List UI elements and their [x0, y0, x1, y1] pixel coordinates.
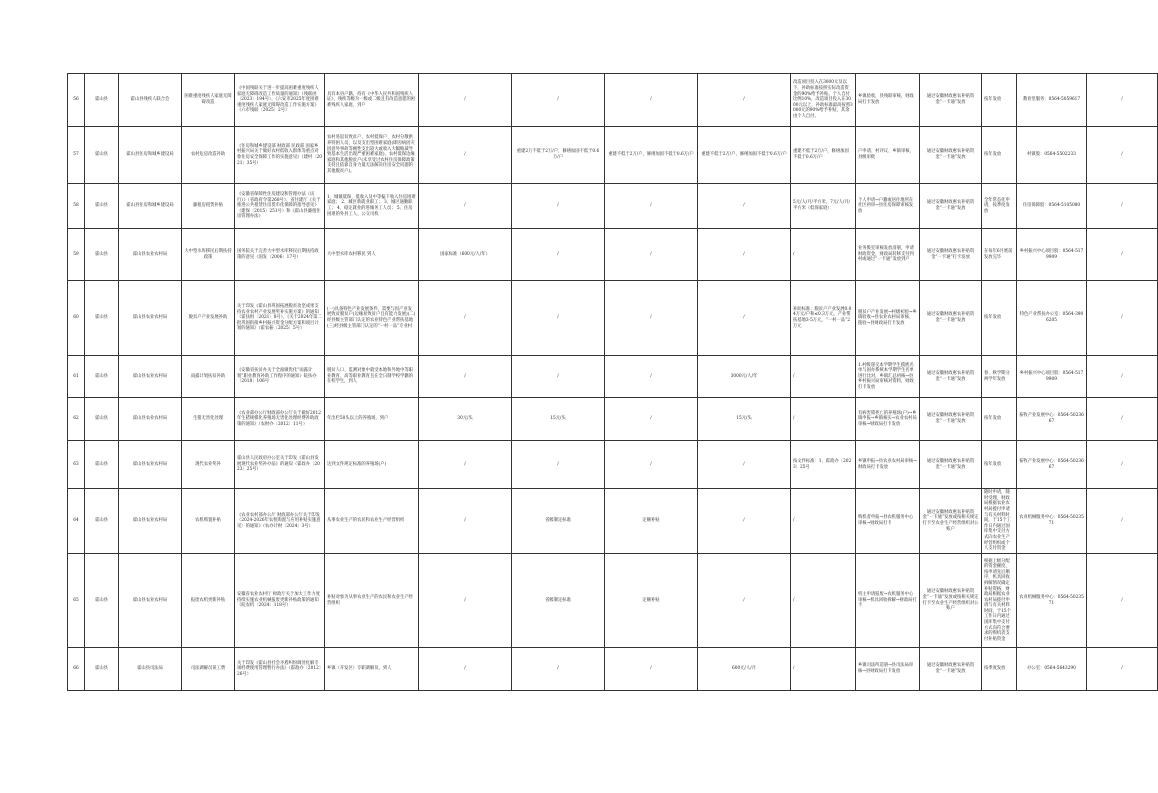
payment-method-cell: 通过安徽财政惠农补贴资金“一卡通”发放	[920, 398, 982, 441]
contact-cell: 农业机械服务中心：0564-5023571	[1017, 554, 1087, 648]
table-row	[68, 398, 1158, 441]
standard-provincial-cell: 省级制定标准	[512, 489, 605, 554]
county-cell: 霍山县	[85, 74, 119, 127]
policy-basis-cell: 国务院关于完善大中型水库移民后期扶持政策的意见（国发〔2006〕17号）	[235, 229, 325, 281]
subsidy-table	[67, 73, 1158, 691]
table-row	[68, 441, 1158, 489]
department-cell: 霍山县残疾人联合会	[119, 74, 182, 127]
table-row	[68, 648, 1158, 691]
subsidy-item-cell: 雨露计划扶贫补助	[182, 356, 235, 398]
standard-county-cell: 3000元/人/年	[698, 356, 791, 398]
procedure-cell: 乡镇申报→县农业农村局审核→财政局打卡发放	[856, 441, 920, 489]
payment-time-cell: 按季度发放	[982, 648, 1017, 691]
standard-other-cell: 按文件标准：1、霍政办〔2023〕25号	[791, 441, 856, 489]
payment-method-cell: 通过安徽财政惠农补贴资金“一卡通”发放或按相关规定打卡至农业生产经营组织对公账户	[920, 554, 982, 648]
policy-basis-cell: 《住房和城乡建设部 财政部 民政部 国家乡村振兴局关于做好农村低收入群体等重点对象住房安全保障工作的实施意见》（建村〔2021〕35号）	[235, 127, 325, 184]
row-number: 58	[68, 184, 85, 229]
note-cell: /	[1087, 127, 1158, 184]
row-number: 62	[68, 398, 85, 441]
note-cell: /	[1087, 281, 1158, 356]
subsidy-object-cell: 从事农业生产的农民和农业生产经营组织	[325, 489, 419, 554]
subsidy-item-cell: 农村危房改造补助	[182, 127, 235, 184]
procedure-cell: 购机者申报→县农机服务中心审核→财政局打卡	[856, 489, 920, 554]
contact-cell: 教育堂服务：0564-5059617	[1017, 74, 1087, 127]
note-cell: /	[1087, 398, 1158, 441]
contact-cell: 农业机械服务中心：0564-5023571	[1017, 489, 1087, 554]
note-cell: /	[1087, 356, 1158, 398]
county-cell: 霍山县	[85, 281, 119, 356]
standard-provincial-cell: /	[512, 229, 605, 281]
contact-cell: 乡村振兴中心项目股：0564-5179909	[1017, 356, 1087, 398]
standard-county-cell: /	[698, 74, 791, 127]
department-cell: 霍山县住房和城乡建设局	[119, 127, 182, 184]
row-number: 66	[68, 648, 85, 691]
department-cell: 霍山县住房和城乡建设局	[119, 184, 182, 229]
subsidy-item-cell: 困难重度残疾人家庭无障碍改造	[182, 74, 235, 127]
table-row	[68, 281, 1158, 356]
policy-basis-cell: 安徽省农业农村厅 财政厅关于加大工作力度持续实施农业机械报废更新补贴政策的通知（皖农机〔2024〕118号）	[235, 554, 325, 648]
payment-method-cell: 通过安徽财政惠农补贴资金“一卡通”发放	[920, 441, 982, 489]
standard-provincial-cell: /	[512, 74, 605, 127]
subsidy-object-cell: 农村易返贫致贫户、农村低保户、农村分散供养特困人员，以及支出型困难家庭(即因病因灾因意外事故等刚性支出较大或收入大幅缩减导致基本生活出现严重困难家庭)、农村低保边缘家庭和其他脱贫户(未享受过农村住房保障政策支持且依靠自身力量无法解决住房安全问题的其他脱贫户)。	[325, 127, 419, 184]
standard-city-cell: /	[605, 398, 698, 441]
subsidy-table-page	[67, 73, 1123, 681]
standard-national-cell: /	[419, 489, 512, 554]
table-row	[68, 229, 1158, 281]
standard-other-cell: 补助标准：脱贫户产业发展0.04万元/户和≤0.3万元，产业帮扶基地3-5万元，“一村一品”2万元	[791, 281, 856, 356]
payment-method-cell: 通过安徽财政惠农补贴资金“一卡通”发放	[920, 356, 982, 398]
subsidy-item-cell: 司法调解员误工费	[182, 648, 235, 691]
policy-basis-cell: 《农业农村部办公厅 财政部办公厅关于印发〈2024-2026年农机购置与应用补贴实施意见〉的通知》（农办计财〔2024〕3号）	[235, 489, 325, 554]
row-number: 61	[68, 356, 85, 398]
subsidy-object-cell: 脱贫人口、监测对象中就受本地和外地中等职业教育、高等职业教育且在全日制学校学籍的在校学生，到人	[325, 356, 419, 398]
standard-other-cell: /	[791, 554, 856, 648]
department-cell: 霍山县农业农村局	[119, 554, 182, 648]
payment-time-cell: 根据上级分配的资金额度，按申请先后顺序，机具回收拆解情况确定补贴资格，财政局根据农业农村局拨付申请与有关材料时间，于15个工作日内通过国库集中支付方式向符合要求的购机者支付补贴资金	[982, 554, 1017, 648]
row-number: 56	[68, 74, 85, 127]
policy-basis-cell: 关于印发《霍山县巩固拓展脱贫攻坚成果支持农业农村产业发展奖补实施方案》的通知（霍扶组〔2021〕8号）、《关于2024年第二批巩固衔接乡村振兴资金分配方案和项目计划的通知》（霍农振〔2025〕5号）	[235, 281, 325, 356]
standard-provincial-cell: /	[512, 356, 605, 398]
county-cell: 霍山县	[85, 554, 119, 648]
department-cell: 霍山县农业农村局	[119, 398, 182, 441]
payment-method-cell: 通过安徽财政惠农补贴资金“一卡通”发放	[920, 648, 982, 691]
payment-time-cell: 按年发放	[982, 74, 1017, 127]
standard-city-cell: 定额补贴	[605, 489, 698, 554]
subsidy-item-cell: 廉租房租赁补贴	[182, 184, 235, 229]
contact-cell: 畜牧产业发展中心：0564-5023667	[1017, 441, 1087, 489]
procedure-cell: 乡镇司法所造册→县司法局审核→县财政局打卡发放	[856, 648, 920, 691]
subsidy-object-cell: (一)具备特色产业发展条件、需要与因产业发展致贫脱贫户(边缘易致贫户且有能力发展)(二)经县级主管部门认定的农业特色产业帮扶基地(三)经县级主管部门认定的“一村一品”专业村	[325, 281, 419, 356]
note-cell: /	[1087, 229, 1158, 281]
payment-time-cell: 按年发放	[982, 441, 1017, 489]
department-cell: 霍山县农业农村局	[119, 281, 182, 356]
payment-method-cell: 通过安徽财政惠农补贴资金“一卡通”发放或按相关规定打卡至农业生产经营组织对公账户	[920, 489, 982, 554]
department-cell: 霍山县司法局	[119, 648, 182, 691]
payment-time-cell: 全年常态化申请，按季度发放	[982, 184, 1017, 229]
procedure-cell: 业务股室审核发放清册，申请财政资金，财政局转移支付到村或通过“一卡通”发放到户	[856, 229, 920, 281]
county-cell: 霍山县	[85, 356, 119, 398]
department-cell: 霍山县农业农村局	[119, 489, 182, 554]
standard-city-cell: /	[605, 648, 698, 691]
standard-provincial-cell: /	[512, 648, 605, 691]
policy-basis-cell: 关于印发《霍山县社会矛盾纠纷调处化解专项经费使用管理暂行办法》（霍政办〔2012〕26号）	[235, 648, 325, 691]
policy-basis-cell: 《农业部办公厅财政部办公厅关于做好2012年生猪规模化养殖场无害化处理经费补助政策的通知》（农财办〔2012〕11号）	[235, 398, 325, 441]
county-cell: 霍山县	[85, 398, 119, 441]
table-row	[68, 184, 1158, 229]
subsidy-item-cell: 生猪无害化处理	[182, 398, 235, 441]
procedure-cell: 个人申请→户籍或居住地所在社区初审→县住房保障审核发放	[856, 184, 920, 229]
county-cell: 霍山县	[85, 229, 119, 281]
note-cell: /	[1087, 554, 1158, 648]
standard-national-cell: /	[419, 127, 512, 184]
standard-county-cell: 600元/人/月	[698, 648, 791, 691]
standard-national-cell: /	[419, 184, 512, 229]
payment-time-cell: 按年发放	[982, 127, 1017, 184]
county-cell: 霍山县	[85, 489, 119, 554]
standard-other-cell: 重建不低于2万/户，修缮加固不低于0.6万/户	[791, 127, 856, 184]
payment-method-cell: 通过安徽财政惠农补贴资金“一卡通”发放	[920, 184, 982, 229]
standard-county-cell: /	[698, 554, 791, 648]
standard-city-cell: 定额补贴	[605, 554, 698, 648]
standard-other-cell: 5元/人/月/平方米，7元/人/月/平方米（低保家庭）	[791, 184, 856, 229]
contact-cell: 住房保障股：0564-5105080	[1017, 184, 1087, 229]
county-cell: 霍山县	[85, 184, 119, 229]
policy-basis-cell: 《安徽省保障性住房建设和管理办法（试行）》（省政府令第268号）、省住建厅《关于推进公共租赁住房货币化保障的指导意见》（建保〔2015〕251号）和《霍山县廉租住房管理办法》	[235, 184, 325, 229]
standard-county-cell: /	[698, 229, 791, 281]
standard-city-cell: 重建不低于2万/户，修缮加固不低于0.6万/户	[605, 127, 698, 184]
table-row	[68, 74, 1158, 127]
subsidy-object-cell: 达到文件规定标准的养殖场(户)	[325, 441, 419, 489]
note-cell: /	[1087, 74, 1158, 127]
standard-other-cell: /	[791, 229, 856, 281]
subsidy-object-cell: 年出栏50头以上的养殖场，到户	[325, 398, 419, 441]
payment-method-cell: 通过安徽财政惠农补贴资金“一卡通”发放	[920, 74, 982, 127]
payment-method-cell: 通过安徽财政惠农补贴资金“一卡通”发放	[920, 281, 982, 356]
department-cell: 霍山县农业农村局	[119, 441, 182, 489]
department-cell: 霍山县农业农村局	[119, 356, 182, 398]
contact-cell: 村镇股：0564-5502233	[1017, 127, 1087, 184]
note-cell: /	[1087, 648, 1158, 691]
standard-county-cell: 重建不低于2万/户，修缮加固不低于0.6万/户	[698, 127, 791, 184]
standard-county-cell: /	[698, 281, 791, 356]
standard-provincial-cell: 15元/头	[512, 398, 605, 441]
subsidy-object-cell: 乡镇（开发区）专职调解员，到人	[325, 648, 419, 691]
subsidy-item-cell: 现代农业奖补	[182, 441, 235, 489]
contact-cell: 办公室：0564-5643290	[1017, 648, 1087, 691]
standard-national-cell: /	[419, 554, 512, 648]
subsidy-object-cell: 大中型水库农村移民 到人	[325, 229, 419, 281]
row-number: 64	[68, 489, 85, 554]
table-row	[68, 554, 1158, 648]
procedure-cell: 户申请、村评议、乡镇审核、县级审批	[856, 127, 920, 184]
county-cell: 霍山县	[85, 648, 119, 691]
contact-cell: 畜牧产业发展中心：0564-5023667	[1017, 398, 1087, 441]
row-number: 57	[68, 127, 85, 184]
subsidy-object-cell: 1、城镇低保、低收入及中等偏下收入住房困难家庭； 2、城区新就业职工； 3、城区通勤职工； 4、稳定就业的进城务工人员； 5、住房困难的外县工人、公交司机	[325, 184, 419, 229]
procedure-cell: 机主申请报废→农机服务中心审核→机具回收拆解→财政局打卡	[856, 554, 920, 648]
standard-provincial-cell: /	[512, 281, 605, 356]
subsidy-object-cell: 补贴对象为从事农业生产的农民和农业生产经营组织	[325, 554, 419, 648]
standard-county-cell: /	[698, 441, 791, 489]
policy-basis-cell: 霍山县人民政府办公室关于印发《霍山县发展现代农业奖补办法》的通知（霍政办〔2023〕25号）	[235, 441, 325, 489]
subsidy-object-cell: 具有本县户籍，持有《中华人民共和国残疾人证》，残疾等级为一级或二级且有改造意愿的困难残疾人家庭，到户	[325, 74, 419, 127]
standard-city-cell: /	[605, 356, 698, 398]
procedure-cell: 乡镇验收，县残联审核，财政局打卡发放	[856, 74, 920, 127]
standard-city-cell: /	[605, 229, 698, 281]
standard-other-cell: /	[791, 398, 856, 441]
standard-national-cell: 30元/头	[419, 398, 512, 441]
contact-cell: 特色产业帮扶办公室：0564-3906205	[1017, 281, 1087, 356]
subsidy-item-cell: 报废农机更新补贴	[182, 554, 235, 648]
standard-other-cell: 改造项目投入在3000元及以下，补助标准按照实际改造资金的90%给予补贴。个人自付比例10%，改造项目投入在3000元以上，补助标准最高按照3000元的90%给予补贴，其余由个人自付。	[791, 74, 856, 127]
procedure-cell: 1.村级递交本学期学生摸底名单与国办系统本学期学生名单进行比对，乡镇汇总初核→县乡村振兴局审核对资料，财政打卡发放	[856, 356, 920, 398]
standard-county-cell: 15元/头	[698, 398, 791, 441]
standard-city-cell: /	[605, 74, 698, 127]
standard-other-cell: /	[791, 648, 856, 691]
note-cell: /	[1087, 441, 1158, 489]
payment-time-cell: 随时申请，随时受理，财政局根据农业农村局拨付申请与有关材料时间，于15个工作日内通过国库集中支付方式向农业生产经营组织或个人支付资金	[982, 489, 1017, 554]
standard-other-cell: /	[791, 489, 856, 554]
standard-national-cell: 国家标准（600元/人/年）	[419, 229, 512, 281]
payment-method-cell: 通过安徽财政惠农补贴资金“一卡通”发放	[920, 127, 982, 184]
standard-national-cell: /	[419, 441, 512, 489]
standard-other-cell: /	[791, 356, 856, 398]
row-number: 59	[68, 229, 85, 281]
contact-cell: 乡村振兴中心项目股：0564-5179909	[1017, 229, 1087, 281]
row-number: 63	[68, 441, 85, 489]
county-cell: 霍山县	[85, 441, 119, 489]
procedure-cell: 有病害猪死亡的养殖场(户)→乡镇申报→乡镇核实→农业农村局审核→财政局打卡发放	[856, 398, 920, 441]
table-row	[68, 489, 1158, 554]
standard-county-cell: /	[698, 489, 791, 554]
standard-city-cell: /	[605, 441, 698, 489]
table-row	[68, 127, 1158, 184]
payment-time-cell: 按年发放	[982, 281, 1017, 356]
row-number: 60	[68, 281, 85, 356]
department-cell: 霍山县农业农村局	[119, 229, 182, 281]
standard-national-cell: /	[419, 74, 512, 127]
standard-national-cell: /	[419, 281, 512, 356]
payment-time-cell: 在每年6月底前发放完毕	[982, 229, 1017, 281]
county-cell: 霍山县	[85, 127, 119, 184]
standard-county-cell: /	[698, 184, 791, 229]
payment-time-cell: 春、秋学期分两学年发放	[982, 356, 1017, 398]
payment-time-cell: 按年发放	[982, 398, 1017, 441]
row-number: 65	[68, 554, 85, 648]
subsidy-item-cell: 农机购置补贴	[182, 489, 235, 554]
payment-method-cell: 通过安徽财政惠农补贴资金“一卡通”打卡发放	[920, 229, 982, 281]
table-row	[68, 356, 1158, 398]
subsidy-item-cell: 大中型水库移民后期扶持政策	[182, 229, 235, 281]
standard-provincial-cell: 省级制定标准	[512, 554, 605, 648]
policy-basis-cell: 《安徽省扶贫办关于全面做优化“雨露计划”职业教育补助工作程序的通知》皖扶办〔2018〕106号	[235, 356, 325, 398]
note-cell: /	[1087, 184, 1158, 229]
standard-provincial-cell: 重建2万不低于2万/户，修缮加固不低于0.6万/户	[512, 127, 605, 184]
standard-national-cell: /	[419, 648, 512, 691]
policy-basis-cell: 《中国残联关于进一步提高困难重度残疾人家庭无障碍改造工作质量的通知》（残联函〔2023〕194号）、《六安市2025年度困难重度残疾人家庭无障碍改造工作实施方案》（六市残联〔2025〕2号）	[235, 74, 325, 127]
standard-city-cell: /	[605, 281, 698, 356]
procedure-cell: 脱贫户产业发展→村级初验→乡镇验收→县农业农村局审核、拨验→县财政局打卡发放	[856, 281, 920, 356]
standard-city-cell: /	[605, 184, 698, 229]
note-cell: /	[1087, 489, 1158, 554]
standard-national-cell: /	[419, 356, 512, 398]
standard-provincial-cell: /	[512, 184, 605, 229]
standard-provincial-cell: /	[512, 441, 605, 489]
subsidy-item-cell: 脱贫户产业发展补助	[182, 281, 235, 356]
